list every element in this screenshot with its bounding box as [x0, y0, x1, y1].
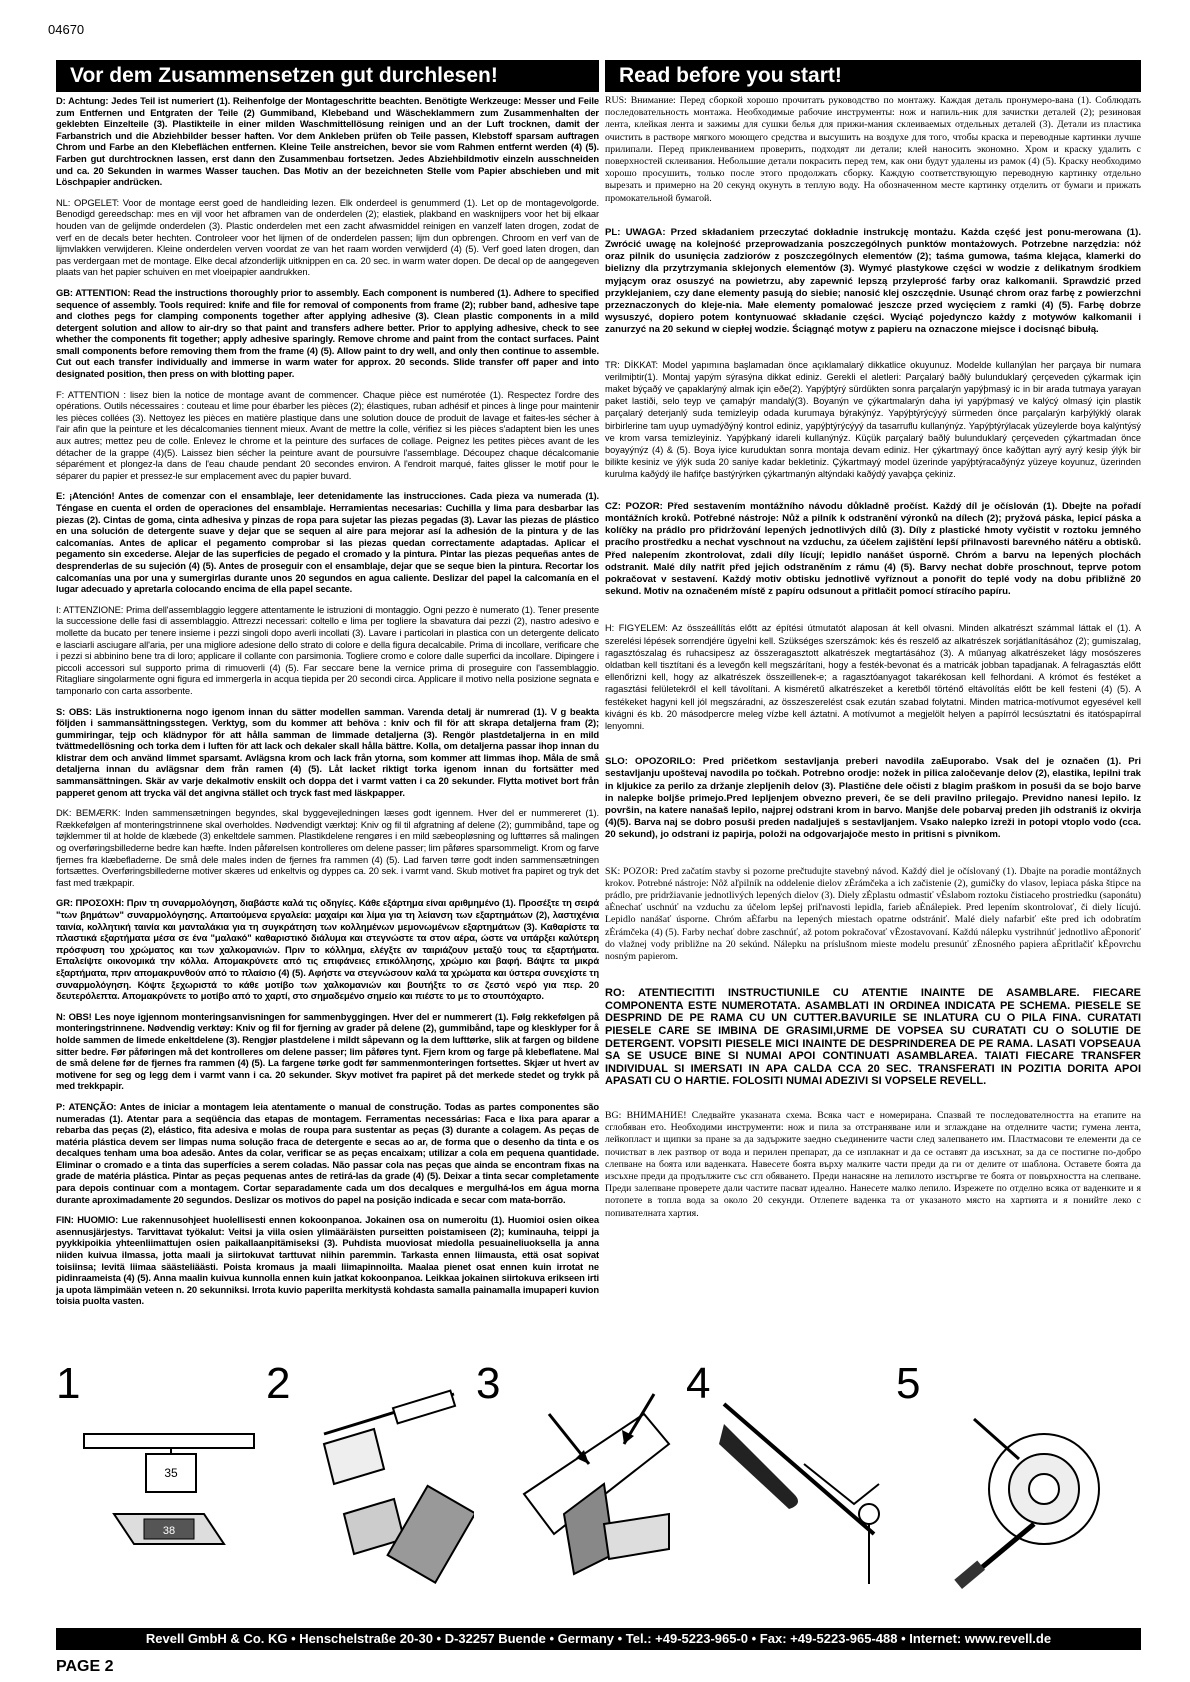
assembly-steps [56, 1359, 1141, 1612]
decal-application-illustration [914, 1374, 1134, 1604]
instruction-e: E: ¡Atención! Antes de comenzar con el ensamblaje, leer detenidamente las instrucciones. Cada pieza va numerada (1). Téngase en cuenta el orden de operaciones del ensamblaje. Herramientas necesarias: Cuchilla y lima para desbarbar las piezas (2). Cintas de goma, cinta adhesiva y pinzas de ropa para sujetar las piezas pegadas (3). Lavar las piezas de plástico en una solución de detergente suave y dejar que se sequen al aire para mejorar así la adhesión de la pintura y de las calcomanías. Antes de aplicar el pegamento comprobar si las piezas quedan correctamente adaptadas. Aplicar el pegamento sin excederse. Alejar de las superficies de pegado el cromado y la pintura. Pintar las piezas pequeñas antes de desprenderlas de su sujeción (4) (5). Antes de proseguir con el ensamblaje, dejar que se seque bien la pintura. Recortar los calcomanías una por una y sumergirlas durante unos 20 segundos en agua caliente. Deslizar del papel la calcomanía en el lugar adecuado y apretarla colocando encima de ella papel secante. [56, 490, 599, 595]
step-number: 4 [686, 1359, 711, 1408]
instruction-rus: RUS: Внимание: Перед сборкой хорошо прочитать руководство по монтажу. Каждая деталь пронумеро-вана (1). Соблюдать последовательность монтажа. Необходимые рабочие инструменты: нож и напиль-ник для зачистки деталей (2); резиновая лента, клейкая лента и зажимы для сушки белья для прижи-мания склеиваемых отдельных деталей (3). Детали из пластика очистить в растворе мягкого моющего средства и высушить на воздухе для того, чтобы краска и переводные картинки лучше прилипали. Перед приклеиванием проверить, подходят ли детали; клей наносить экономно. Хром и краску удалить с поверхностей склеивания. Небольшие детали покрасить перед тем, как они будут удалены из рамок (4) (5). Краску необходимо хорошо просушить, только после этого продолжать сборку. Каждую соответствующую переводную картинку отдельно вырезать и примерно на 20 секунд окунуть в теплую воду. На обозначенном месте картинку отделить от бумаги и прижать промокательной бумагой. [605, 95, 1141, 204]
instruction-dk: DK: BEMÆRK: Inden sammensætningen begyndes, skal byggevejledningen læses godt igennem. Hver del er nummereret (1). Rækkefølgen af monteringstrinnene skal overholdes. Nødvendigt værktøj: Kniv og fil til afgratning af delene (2); gummibånd, tape og tøjklemmer til at holde de klæbede (3) enkeltdele sammen. Plastikdelene rengøres i en mild sæbeopløsning og lufttørres så malingen og overføringsbillederne bedre kan hæfte. Inden påføreIsen kontrolleres om delene passer; lim påføres sparsommeligt. Krom og farve fjernes fra klæbefladerne. De små dele males inden de fjernes fra rammen (4) (5). Lad farven tørre godt inden sammensætningen fortsættes. Overføringsbillederne motiver skæres ud enkeltvis og dyppes ca. 20 sek. i varmt vand. Skub motivet fra papiret og tryk det fast med trækpapir. [56, 807, 599, 888]
part-number-box: 38 [162, 1525, 176, 1537]
instruction-sk: SK: POZOR: Pred začatím stavby si pozorne prečtudujte stavebný návod. Každý diel je očíslovaný (1). Dbajte na poradie montážnych krokov. Potrebné nástroje: Nôž aľpilník na oddelenie dielov zĖrámčeka a ich začistenie (2), gumičky do vlasov, lepiaca páska štipce na prádlo, pre pridržiavanie jednotlivých lepených dielov (3). Diely zĖplastu odmastiť vĖslabom roztoku čistiaceho prostriedku (saponátu) aĖnechať uschnúť na vzduchu za účelom lepšej priľnavosti lepidla, farieb aĖnálepiek. Pred lepením skontrolovať, či diely lícujú. Lepidlo nanášať úsporne. Chróm aĖfarbu na lepených miestach opatrne odstrániť. Malé diely nafarbiť ešte pred ich odobratím zĖrámčeka (4) (5). Farby nechať dobre zaschnúť, až potom pokračovať vĖzostavovaní. Každú nálepku vystrihnúť jednotlivo aĖponoriť do vlažnej vody približne na 20 sekúnd. Nálepku na príslušnom mieste modelu presunúť zĖnosného papiera aĖpritlačiť kĖpovrchu nosným papierom. [605, 865, 1141, 962]
document-code: 04670 [48, 22, 85, 37]
instruction-f: F: ATTENTION : lisez bien la notice de montage avant de commencer. Chaque pièce est numérotée (1). Respectez l'ordre des opérations. Outils nécessaires : couteau et lime pour ébarber les pièces (2); élastiques, ruban adhésif et pinces à linge pour maintenir les pièces collées (3). Nettoyez les pièces en matière plastique dans une solution douce de produit de lavage et faites-les sécher à l'air afin que la peinture et les décalcomanies tiennent mieux. Avant de mettre la colle, vérifiez si les pièces s'adaptent bien les unes aux autres; mettez peu de colle. Enlevez le chrome et la peinture des surfaces de collage. Peignez les petites pièces avant de les détacher de la grappe (4)(5). Laissez bien sécher la peinture avant de poursuivre l'assemblage. Découpez chaque décalcomanie séparément et plongez-la dans de l'eau chaude pendant 20 secondes environ. A l'endroit marqué, faites glisser le motif pour le séparer du papier et pressez-le sur emplacement avec du papier buvard. [56, 388, 599, 481]
instruction-ro: RO: ATENTIECITITI INSTRUCTIUNILE CU ATENTIE INAINTE DE ASAMBLARE. FIECARE COMPONENTA ESTE NUMEROTATA. ASAMBLATI IN ORDINEA INDICATA PE SCHEMA. PIESELE SE DESPRIND DE PE RAMA CU UN CUTTER.BAVURILE SE INLATURA CU O PILA FINA. CURATATI PIESELE CARE SE IMBINA DE GRASIMI,URME DE VOPSEA SU CURATATI CU O SOLUTIE DE DETERGENT. VOPSITI PIESELE MICI INAINTE DE DESPRINDEREA DE PE RAMA. LASATI VOPSEAUA SA SE USUCE BINE SI NUMAI APOI CONTINUATI ASAMBLAREA. TAIATI FIECARE TRANSFER INDIVIDUAL SI IMERSATI IN APA CALDA CCA 20 SEC. TRANSFERATI IN POZITIA DORITA APOI APASATI CU O HARTIE. FOLOSITI NUMAI ADEZIVI SI VOPSELE REVELL. [605, 987, 1141, 1088]
step-4 [686, 1359, 891, 1612]
instruction-gb: GB: ATTENTION: Read the instructions thoroughly prior to assembly. Each component is numbered (1). Adhere to specified sequence of assembly. Tools required: knife and file for removal of components from frame (2); rubber band, adhesive tape and clothes pegs for clamping components together after applying adhesive (3). Clean plastic components in a mild detergent solution and allow to air-dry so that paint and transfers adhere better. Prior to applying adhesive, check to see whether the components fit together; apply adhesive sparingly. Remove chrome and paint from the contact surfaces. Paint small components before removing them from the frame (4) (5). Allow paint to dry well, and only then continue to assemble. Cut out each transfer individually and immerse in warm water for approx. 20 seconds. Slide transfer off paper and into designated position, then press on with blotting paper. [56, 286, 599, 380]
instruction-p: P: ATENÇÃO: Antes de iniciar a montagem leia atentamente o manual de construção. Todas as partes componentes são numeradas (1). Atentar para a seqüência das etapas de montagem. Ferramentas necessárias: Faca e lixa para aparar a rebarba das peças (2), elástico, fita adesiva e molas de roupa para sustentar as peças (3) durante a colagem. As peças de matéria plástica devem ser limpas numa solução fraca de detergente e secas ao ar, de forma que o desenho da tinta e os decalques tenham uma boa adesão. Antes da colar, verificar se as peças encaixam; utilizar a cola em pequena quantidade. Eliminar o cromado e a tinta das superfícies a serem coladas. Não passar cola nas peças que ainda se encontram fixas na grade de matéria plástica. Pintar as peças pequenas antes de retirá-las da grade (4) (5). Deixar a tinta secar completamente para depois continuar com a montagem. Cortar separadamente cada um dos decalques e mergulhá-los em água morna durante aproximadamente 20 segundos. Deslizar os motivos do papel na posição indicada e secar com mata-borrão. [56, 1100, 599, 1205]
clamping-illustration [494, 1374, 684, 1604]
instruction-s: S: OBS: Läs instruktionerna nogo igenom innan du sätter modellen samman. Varenda detalj är numrerad (1). V g beakta följden i sammansättningsstegen. Verktyg, som du kommer att behöva : kniv och fil för att skrapa detaljerna fram (2); gummiringar, tejp och klädnypor för att hålla samman de limmade detaljerna (3). Rengör plastdetaljerna in en mild tvättmedellösning och torka dem i luften för att lack och dekaler skall hålla bättre. Kolla, om detaljerna passar ihop innan du klistrar dem och använd limmet sparsamt. Avlägsna krom och lack från ytorna, som kommer att limmas ihop. Måla de små detaljerna innan du avlägsnar dem från ramen (4) (5). Låt lacket riktigt torka igenom innan du fortsätter med sammansättningen. Skär av varje dekalmotiv enskilt och doppa det i varmt vatten i ca 20 sekunder. Flytta motivet bort från papperet genom att trycka väl det angivna stället och tryck fast med läskpapper. [56, 705, 599, 798]
header-english: Read before you start! [605, 60, 1141, 92]
instructions-right-column [605, 95, 1141, 1220]
instruction-pl: PL: UWAGA: Przed składaniem przeczytać dokładnie instrukcję montażu. Każda część jest ponu-merowana (1). Zwrócić uwagę na kolejność przeprowadzania poszczególnych punktów montażowych. Potrzebne narzędzia: nóż oraz pilnik do usunięcia zadziorów z poszczególnych elementów (2); taśma gumowa, taśma klejąca, klamerki do bielizny dla przytrzymania sklejonych elementów (3). Wymyć plastykowe części w wodzie z delikatnym środkiem myjącym oraz osuszyć na powietrzu, aby zapewnić lepszą przyleprość farby oraz kalkomanii. Sprawdzić przed przyklejaniem, czy dane elementy pasują do siebie; nanosić klej oszczędnie. Usunąć chrom oraz farbę z powierzchni przeznaczonych do kleje-nia. Małe elementy pomalować jeszcze przed wycięciem z ramki (4) (5). Farbę dobrze wysuszyć, dopiero potem kontynuować składanie części. Wyciąć pojedynczo każdy z motywów kalkomanii i zanurzyć na 20 sekund w ciepłej wodzie. Ściągnąć motyw z papieru na oznaczone miejsce i docisnąć bibułą. [605, 226, 1141, 336]
company-footer: Revell GmbH & Co. KG • Henschelstraße 20-30 • D-32257 Buende • Germany • Tel.: +49-5223-965-0 • Fax: +49-5223-965-488 • Internet: www.revell.de [56, 1628, 1141, 1650]
instruction-i: I: ATTENZIONE: Prima dell'assemblaggio leggere attentamente le istruzioni di montaggio. Ogni pezzo è numerato (1). Tener presente la successione delle fasi di assemblaggio. Attrezzi necessari: coltello e lima per togliere la sbavatura dai pezzi (2), nastro adesivo e mollette da bucato per tenere insieme i pezzi singoli dopo averli incollati (3). Lavare i particolari in plastica con un detergente delicato e lasciarli asciugare all'aria, per una migliore adesione dello strato di colore e della figura decalcabile. Prima di incollare, verificare che i pezzi si abbinino bene tra di loro; applicare il collante con parsimonia. Togliere cromo e colore dalle superfici da incollare. Dipingere i piccoli accessori sul supporto prima di rimuoverli (4) (5). Far seccare bene la vernice prima di proseguire con l'assemblaggio. Ritagliare singolarmente ogni figura ed immergerla in acqua tiepida per 20 secondi circa. Applicare il motivo nella posizione segnata e tamponarlo con carta assorbente. [56, 603, 599, 696]
page-number: PAGE 2 [56, 1658, 114, 1675]
step-5 [896, 1359, 1141, 1612]
part-number-tag: 35 [164, 1466, 178, 1480]
knife-file-illustration [284, 1374, 474, 1604]
instruction-bg: BG: ВНИМАНИЕ! Следвайте указаната схема. Всяка част е номерирана. Спазвай те последователността на етапите на сглобяван ето. Необходими инструменти: нож и пила за отстраняване или и зглаждане на отделните части; гумена лента, лейкопласт и щипки за пране за да задържите заедно съединените части след залепването им. Пластмасови те елементи да се почистват в лек разтвор от вода и перилен препарат, да се изплакнат и да се оставят да изсъхнат, за да се постигне по-добро слепване на боята или ваденката. Навесете боята върху малките части преди да ги от делите от шаблона. Оставете боята да изсъхне преди да продължите със сгл обяването. Преди нанасяне на лепилото изстъргве те боята от повърхността на слепване. Преди залепване проверете дали частите пасват идеално. Нанесете малко лепило. Изрежете по отделно всяка от ваденките и я потопете в топла вода за около 20 секунди. Отлепете ваденка та от указаното място на хартията и я понийте леко с попивателната хартия. [605, 1109, 1141, 1219]
step-3 [476, 1359, 681, 1612]
step-number: 1 [56, 1359, 81, 1408]
instruction-fin: FIN: HUOMIO: Lue rakennusohjeet huolellisesti ennen kokoonpanoa. Jokainen osa on numeroitu (1). Huomioi osien oikea asennusjärjestys. Tarvittavat työkalut: Veitsi ja viila osien ylimääräisten purseitten poistamiseen (2); kuminauha, teippi ja pyykkipoikia yhteenliimattujen osien paikallaanpitämiseksi (3). Puhdista muoviosat miedolla pesuaineliuoksella ja anna niiden kuivua ilmassa, jotta maali ja siirtokuvat tarttuvat niihin paremmin. Tarkasta ennen liimausta, että osat sopivat toisiinsa; levitä liimaa säästeliäästi. Poista kromaus ja maali liimapinnoilta. Maalaa pienet osat ennen kuin irrotat ne pidinraameista (4) (5). Anna maalin kuivua kunnolla ennen kuin jatkat kokoonpanoa. Leikkaa jokainen siirtokuva erikseen irti ja upota lämpimään veteen n. 20 sekunniksi. Irrota kuvio paperilta merkitystä kohdasta samalla painamalla imupaperi kuvion toisia puolta vasten. [56, 1214, 599, 1307]
instruction-de: D: Achtung: Jedes Teil ist numeriert (1). Reihenfolge der Montageschritte beachten. Benötigte Werkzeuge: Messer und Feile zum Entfernen und Entgraten der Teile (2) Gummiband, Klebeband und Wäscheklammern zum Zusammenhalten der geklebten Einzelteile (3). Plastikteile in einer milden Waschmittellösung reinigen und an der Luft trocknen, damit der Farbanstrich und die Abziehbilder besser haften. Vor dem Ankleben prüfen ob Teile passen, Klebstoff sparsam auftragen Chrom und Farbe an den Klebeflächen entfernen. Kleine Teile anstreichen, bevor sie vom Rahmen entfernt werden (4) (5). Farben gut durchtrocknen lassen, erst dann den Zusammenbau fortsetzen. Jedes Abziehbildmotiv einzeln ausschneiden und ca. 20 Sekunden in warmes Wasser tauchen. Das Motiv an der bezeichneten Stelle vom Papier abschieben und mit Löschpapier andrücken. [56, 95, 599, 188]
instruction-cz: CZ: POZOR: Před sestavením montážního návodu důkladně pročíst. Každý díl je očíslován (1). Dbejte na pořadí montážních kroků. Potřebné nástroje: Nůž a pilník k odstranění výronků na dílech (2); pryžová páska, lepicí páska a kolíčky na prádlo pro přidržování lepených jednotlivých dílů (3). Díly z plastické hmoty vyčistit v roztoku jemného pracího prostředku a nechat vyschnout na vzduchu, za účelem zajištění lepší přilnavosti barevného nátěru a obtisků. Před nalepením zkontrolovat, zdali díly lícují; lepidlo nanášet úsporně. Chróm a barvu na lepených plochách odstranit. Malé díly natřít před jejich odstraněním z rámu (4) (5). Barvy nechat dobře proschnout, teprve potom pokračovat v sestavení. Každý motiv obtisku jednotlivě vyříznout a ponořit do teplé vody na dobu přibližně 20 sekund. Motiv na označeném místě z papíru odsunout a přitlačit pomocí stíracího papíru. [605, 500, 1141, 598]
step-number: 3 [476, 1359, 501, 1408]
step-1 [56, 1359, 261, 1612]
step-number: 2 [266, 1359, 291, 1408]
parts-frame-illustration [74, 1374, 264, 1604]
header-german: Vor dem Zusammensetzen gut durchlesen! [56, 60, 599, 92]
instruction-nl: NL: OPGELET: Voor de montage eerst goed de handleiding lezen. Elk onderdeel is genummerd (1). Let op de montagevolgorde. Benodigd gereedschap: mes en vijl voor het afbramen van de onderdelen (2); elastiek, plakband en wasknijpers voor het bij elkaar houden van de gelijmde onderdelen (3). Plastic onderdelen met een zacht afwasmiddel reinigen en vanzelf laten drogen, zodat de verf en de decals beter hechten. Controleer voor het lijmen of de onderdelen passen; lijm dun opbrengen. Chroom en verf van de lijmvlakken verwijderen. Kleine onderdelen verven voordat ze van het raam worden verwijderd (4) (5). Verf goed laten drogen, dan pas verdergaan met de montage. Elke decal afzonderlijk uitknippen en ca. 20 sec. in warm water dopen. De decal op de aangegeven plaats van het papier schuiven en met vloeipapier aandrukken. [56, 196, 599, 278]
painting-illustration [704, 1374, 894, 1604]
instructions-left-column [56, 95, 599, 1316]
instruction-n: N: OBS! Les noye igjennom monteringsanvisningen for sammenbyggingen. Hver del er nummerert (1). Følg rekkefølgen på monteringstrinnene. Nødvendig verktøy: Kniv og fil for fjerning av grader på delene (2), gummibånd, tape og klesklyper for å holde sammen de limede enkeltdelene (3). Rengjør plastdelene i mildt såpevann og la dem lufttørke, slik at fargen og bildene sitter bedre. Før påføringen må det kontrolleres om delene passer; lim påføres tynt. Fjern krom og farge på klebeflatene. Mal de små delene før de fjernes fra rammen (4) (5). La fargene tørke godt før sammenmonteringen fortsettes. Skjær ut hvert av motivene for seg og legg dem i varmt vann i ca. 20 sekunder. Skyv motivet fra papiret på det merkede stedet og trykk på med trekkpapir. [56, 1010, 599, 1092]
instruction-slo: SLO: OPOZORILO: Pred pričetkom sestavljanja preberi navodila zaЕuporabo. Vsak del je označen (1). Pri sestavljanju upoštevaj navodila po točkah. Potrebno orodje: nožek in pilica zaločevanje delov (2), elastika, lepilni trak in kljukice za perilo za držanje zlepljenih delov (3). Plastične dele očisti z blagim praškom in posuši da se bojo barve in nalepke boljše primejo.Pred lepljenjem obvezno preveri, če se deli pravilno prilegajo. Previdno nanesi lepilo. Iz površin, na katere nanašaš lepilo, najprej odstrani krom in barvo. Manjše dele pobarvaj preden jih odstraniš iz okvirja (4)(5). Barva naj se dobro posuši preden nadaljuješ s sestavljanjem. Vsako nalepko izreži in potopi vtoplo vodo (cca. 20 sekund), jo odstrani iz papirja, položi na odgovarjajoče mesto in pritisni s pivnikom. [605, 756, 1141, 841]
instruction-tr: TR: DİKKAT: Model yapımına başlamadan önce açıklamalarý dikkatlice okuyunuz. Modelde kullanýlan her parçaya bir numara verilmiþtir(1). Montaj yapým sýrasýna dikkat ediniz. Gerekli el aletleri: Parçalarý baðlý bulunduklarý çerçeveden çýkarmak için maket býçaðý ve çapaklarýný almak için eðe(2). Yapýþtýrý sürdükten sonra parçalarýn yapýþmasý ic in bir arada tutmaya yarayan paket lastiði, selo teyp ve çamaþýr mandalý(3). Boyanýn ve çýkartmalarýn daha iyi yapýþmasý ve kalýcý olmasý için plastik parçalarý deterjanlý suda temizleyip odada kurumaya býrakýnýz. Yapýþtýrýcýyý sürmeden önce parçalarýn karþýlýklý olarak birbirlerine tam uyup uymadýðýný kontrol ediniz, yapýþtýrýcýyý da tasarruflu kullanýnýz. Yapýþtýrýlacak yüzeylerde boya kalýntýsý ve krom varsa temizleyiniz. Yapýþkaný idareli kullanýnýz. Küçük parçalarý baðlý bulunduklarý çerçeveden çýkartmadan önce boyayýnýz (4) & (5). Boya iyice kuruduktan sonra montaja devam ediniz. Her çýkartmayý önce kaðýttan ayrý ayrý kesip ýlýk bir bilikte kesiniz ve ýlýk suda 20 saniye kadar bekletiniz. Çýkartmayý model üzerinde yapýþtýracaðýnýz yüzeye koyunuz, üzerinden kurulma kaðýdý ile hafifçe bastýrýrken çýkartmanýn altýndaki kaðýdý yavaþça çekiniz. [605, 359, 1141, 480]
step-number: 5 [896, 1359, 921, 1408]
instruction-gr: GR: ΠΡΟΣΟΧΗ: Πριν τη συναρμολόγηση, διαβάστε καλά τις οδηγίες. Κάθε εξάρτημα είναι αριθμημένο (1). Προσέξτε τη σειρά "των βημάτων" συναρμολόγησης. Απαιτούμενα εργαλεία: μαχαίρι και λίμα για τη λείανση των εξαρτημάτων (2), λαστιχένια ταινία, κολλητική ταινία και μανταλάκια για τη συγκράτηση των κολλημένων μεμονωμένων εξαρτημάτων (3). Καθαρίστε τα πλαστικά εξαρτήματα μέσα σε ένα "μαλακό" καθαριστικό διάλυμα και στεγνώστε τα στον αέρα, ώστε να υπάρξει καλύτερη πρόσφυση του χρώματος και των χαλκομανιών. Πριν το κόλλημα, ελέγξτε αν ταιριάζουν μεταξύ τους τα εξαρτήματα. Επαλείψτε οικονομικά την κόλλα. Απομακρύνετε από τις επιφάνειες επικόλλησης, χρώμιο και βαφή. Βάψτε τα μικρά εξαρτήματα, πριν απομακρυνθούν από το πλαίσιο (4) (5). Αφήστε να στεγνώσουν καλά τα χρώματα και ύστερα συνεχίστε τη συναρμολόγηση. Κόψτε ξεχωριστά το κάθε μοτίβο των χαλκομανιών και βουτήξτε το σε ζεστό νερό για περ. 20 δευτερόλεπτα. Απομακρύνετε το μοτίβο από το χαρτί, στο σημαδεμένο σημείο και πιέστε το με το στουπόχαρτο. [56, 897, 599, 1002]
step-2 [266, 1359, 471, 1612]
instruction-h: H: FIGYELEM: Az összeállítás előtt az építési útmutatót alaposan át kell olvasni. Minden alkatrészt számmal láttak el (1). A szerelési lépések sorrendjére ügyelni kell. Szükséges szerszámok: kés és reszelő az alkatrészek sorjátlanításához (2); gumiszalag, ragasztószalag és ruhacsipesz az összeragasztott alkatrészek megtartásához (3). A műanyag alkatrészeket lágy mosószeres oldatban kell tisztítani és a levegőn kell megszárítani, hogy a festék-bevonat és a matricák jobban tapadjanak. A felragasztás előtt ellenőrizni kell, hogy az alkatrészek összeillenek-e; a ragasztóanyagot takarékosan kell felhordani. A krómot és festéket a ragasztási felületekről el kell távolítani. A kisméretű alkatrészeket a keretből történő eltávolítás előtt be kell festeni (4) (5). A festékeket hagyni kell jól megszáradni, az összeszerelést csak ezután szabad folytatni. Minden matrica-motívumot egyesével kell kivágni és kb. 20 másodpercre meleg vízbe kell áztatni. A motívumot a megjelölt helyen a papírról lecsúsztatni és itatóspapírral lenyomni. [605, 623, 1141, 731]
